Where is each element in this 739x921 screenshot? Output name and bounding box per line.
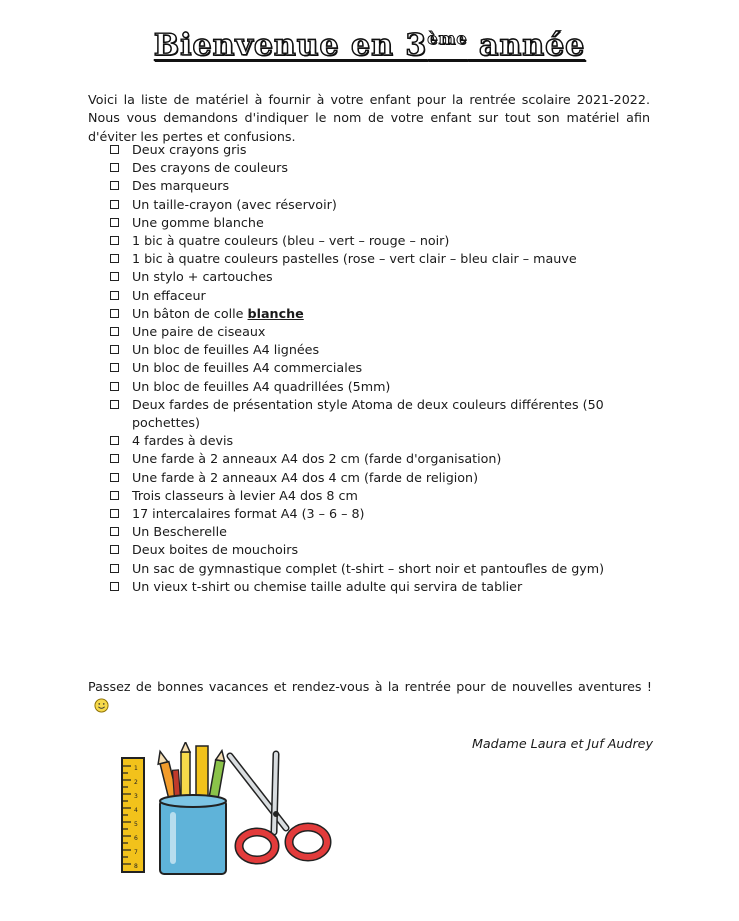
ruler-number: 3 xyxy=(134,793,138,800)
list-item: 17 intercalaires format A4 (3 – 6 – 8) xyxy=(110,505,655,523)
checkbox[interactable] xyxy=(110,309,119,318)
checkbox[interactable] xyxy=(110,200,119,209)
checkbox[interactable] xyxy=(110,163,119,172)
list-item: Des marqueurs xyxy=(110,177,655,195)
checkbox[interactable] xyxy=(110,345,119,354)
page-title: Bienvenue en 3ème année xyxy=(153,28,586,63)
list-item: Un bâton de colle blanche xyxy=(110,305,655,323)
checkbox[interactable] xyxy=(110,400,119,409)
list-item: Une farde à 2 anneaux A4 dos 2 cm (farde d'organisation) xyxy=(110,450,655,468)
ruler-number: 1 xyxy=(134,765,138,772)
checkbox[interactable] xyxy=(110,272,119,281)
checkbox[interactable] xyxy=(110,218,119,227)
list-item: Une farde à 2 anneaux A4 dos 4 cm (farde de religion) xyxy=(110,469,655,487)
list-item: Un effaceur xyxy=(110,287,655,305)
list-item: Deux crayons gris xyxy=(110,141,655,159)
checkbox[interactable] xyxy=(110,382,119,391)
list-item: Une gomme blanche xyxy=(110,214,655,232)
checkbox[interactable] xyxy=(110,327,119,336)
checkbox[interactable] xyxy=(110,291,119,300)
checkbox[interactable] xyxy=(110,181,119,190)
glue-color-emphasis: blanche xyxy=(247,305,304,321)
ruler-number: 5 xyxy=(134,821,138,828)
ruler-number: 7 xyxy=(134,849,138,856)
ruler-number: 2 xyxy=(134,779,138,786)
intro-paragraph: Voici la liste de matériel à fournir à votre enfant pour la rentrée scolaire 2021-2022. Nous vous demandons d'indiquer le nom de votre enfant sur tout son matériel afin d'éviter les pertes et confusions. xyxy=(88,91,650,144)
signature: Madame Laura et Juf Audrey xyxy=(471,736,653,751)
list-item: Une paire de ciseaux xyxy=(110,323,655,341)
checkbox[interactable] xyxy=(110,363,119,372)
checkbox[interactable] xyxy=(110,545,119,554)
list-item: Un bloc de feuilles A4 lignées xyxy=(110,341,655,359)
list-item: Un taille-crayon (avec réservoir) xyxy=(110,196,655,214)
list-item: Un bloc de feuilles A4 commerciales xyxy=(110,359,655,377)
checkbox[interactable] xyxy=(110,436,119,445)
checkbox[interactable] xyxy=(110,454,119,463)
list-item: Trois classeurs à levier A4 dos 8 cm xyxy=(110,487,655,505)
school-supplies-illustration xyxy=(118,742,338,877)
list-item: Un stylo + cartouches xyxy=(110,268,655,286)
supply-checklist xyxy=(110,141,655,596)
checkbox[interactable] xyxy=(110,564,119,573)
checkbox[interactable] xyxy=(110,145,119,154)
list-item: Un sac de gymnastique complet (t-shirt – short noir et pantoufles de gym) xyxy=(110,560,655,578)
list-item: Un vieux t-shirt ou chemise taille adulte qui servira de tablier xyxy=(110,578,655,596)
list-item: Un bloc de feuilles A4 quadrillées (5mm) xyxy=(110,378,655,396)
checkbox[interactable] xyxy=(110,582,119,591)
ruler-number: 8 xyxy=(134,863,138,870)
checkbox[interactable] xyxy=(110,473,119,482)
scissors-icon xyxy=(230,754,327,860)
checkbox[interactable] xyxy=(110,527,119,536)
ruler-icon xyxy=(122,758,144,872)
list-item: Deux fardes de présentation style Atoma de deux couleurs différentes (50 pochettes) xyxy=(110,396,655,432)
list-item: 1 bic à quatre couleurs (bleu – vert – rouge – noir) xyxy=(110,232,655,250)
ruler-number: 4 xyxy=(134,807,138,814)
checkbox[interactable] xyxy=(110,236,119,245)
checkbox[interactable] xyxy=(110,509,119,518)
smiley-icon xyxy=(94,698,109,713)
pencil-pot-icon xyxy=(160,795,226,874)
checkbox[interactable] xyxy=(110,491,119,500)
closing-paragraph: Passez de bonnes vacances et rendez-vous à la rentrée pour de nouvelles aventures ! xyxy=(88,677,652,715)
list-item: Deux boites de mouchoirs xyxy=(110,541,655,559)
list-item: Un Bescherelle xyxy=(110,523,655,541)
list-item: 4 fardes à devis xyxy=(110,432,655,450)
checkbox[interactable] xyxy=(110,254,119,263)
ruler-number: 6 xyxy=(134,835,138,842)
list-item: 1 bic à quatre couleurs pastelles (rose – vert clair – bleu clair – mauve xyxy=(110,250,655,268)
list-item: Des crayons de couleurs xyxy=(110,159,655,177)
